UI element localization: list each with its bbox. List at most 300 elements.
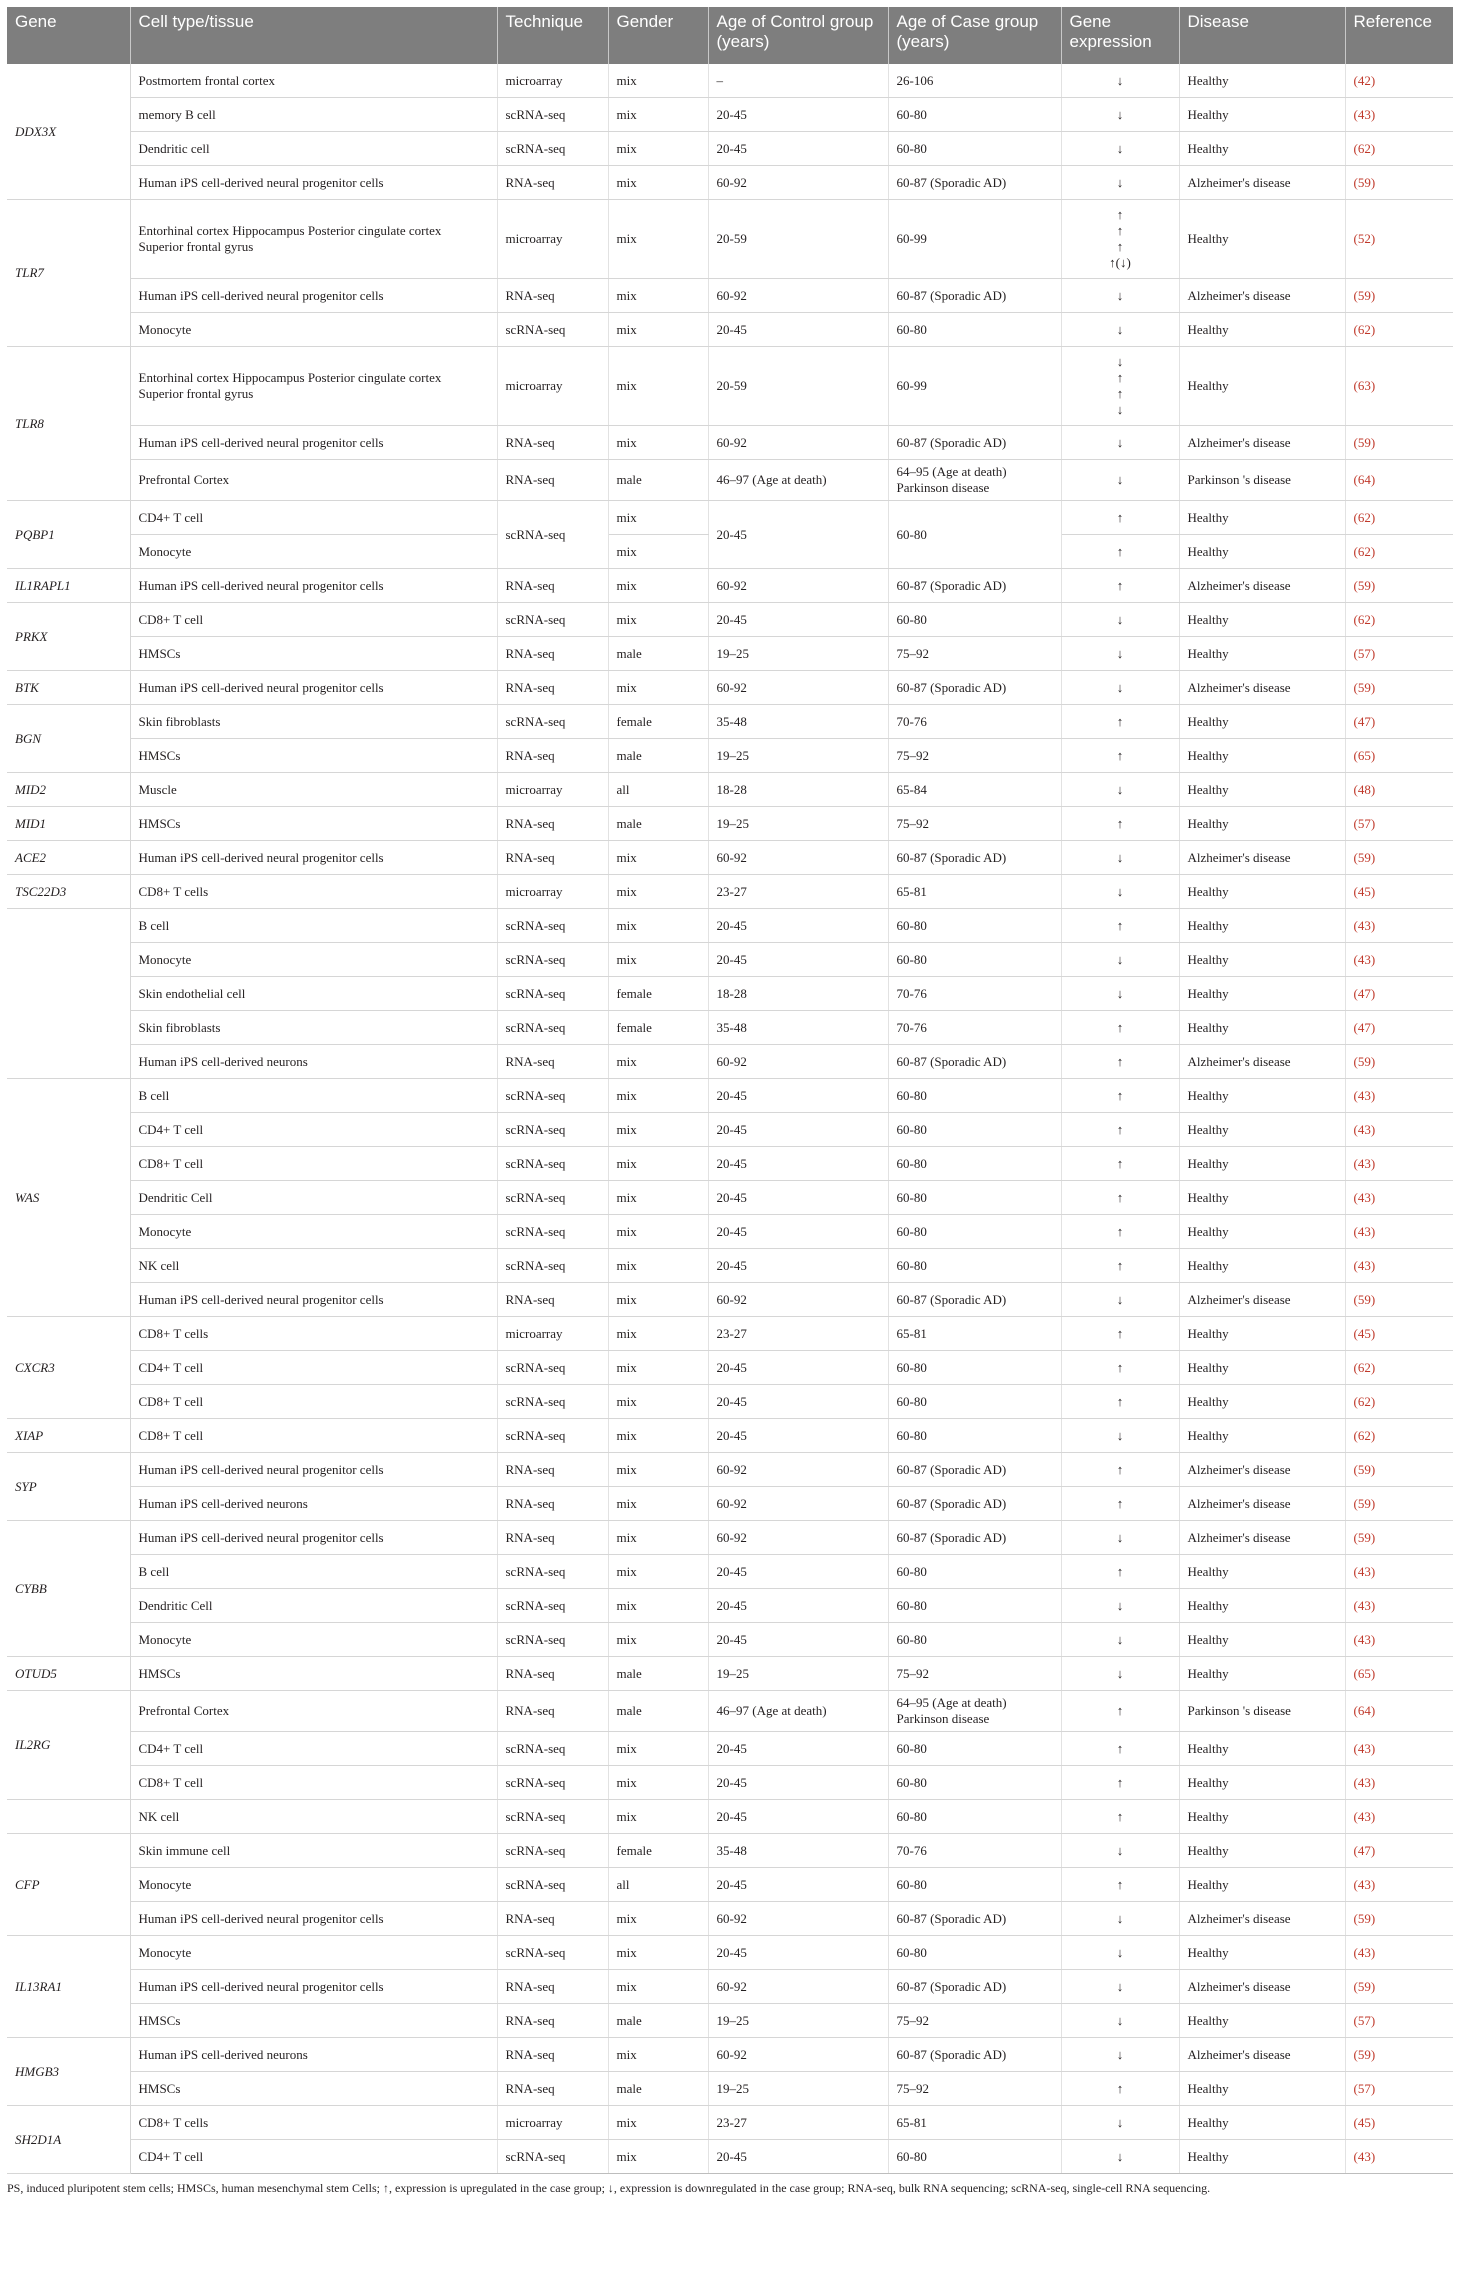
- gene-cell: ACE2: [7, 841, 130, 875]
- age-case-cell: 60-87 (Sporadic AD): [888, 841, 1061, 875]
- gene-expression-cell: ↓: [1061, 98, 1179, 132]
- technique-cell: RNA-seq: [497, 671, 608, 705]
- gene-expression-cell: ↑: [1061, 1113, 1179, 1147]
- cell-type-cell: HMSCs: [130, 739, 497, 773]
- cell-type-cell: Dendritic Cell: [130, 1589, 497, 1623]
- gender-cell: mix: [608, 841, 708, 875]
- table-row: [7, 705, 1453, 739]
- reference-cell[interactable]: (59): [1345, 1970, 1453, 2004]
- cell-type-cell: CD8+ T cell: [130, 1147, 497, 1181]
- age-control-cell: 20-45: [708, 1732, 888, 1766]
- age-case-cell: 60-80: [888, 501, 1061, 569]
- reference-cell[interactable]: (57): [1345, 2072, 1453, 2106]
- reference-cell[interactable]: (43): [1345, 1623, 1453, 1657]
- reference-cell[interactable]: (59): [1345, 166, 1453, 200]
- technique-cell: microarray: [497, 64, 608, 98]
- age-case-cell: 60-99: [888, 200, 1061, 279]
- cell-type-cell: CD4+ T cell: [130, 1732, 497, 1766]
- age-control-cell: 20-45: [708, 1766, 888, 1800]
- gene-cell: BGN: [7, 705, 130, 773]
- gene-cell: SH2D1A: [7, 2106, 130, 2174]
- technique-cell: RNA-seq: [497, 1521, 608, 1555]
- age-case-cell: 60-80: [888, 1215, 1061, 1249]
- reference-cell[interactable]: (42): [1345, 64, 1453, 98]
- disease-cell: Healthy: [1179, 1317, 1345, 1351]
- technique-cell: scRNA-seq: [497, 1147, 608, 1181]
- technique-cell: microarray: [497, 875, 608, 909]
- gene-expression-cell: ↑: [1061, 1453, 1179, 1487]
- reference-cell[interactable]: (62): [1345, 603, 1453, 637]
- gene-expression-cell: ↑: [1061, 1079, 1179, 1113]
- table-header: [7, 7, 1453, 64]
- reference-cell[interactable]: (47): [1345, 977, 1453, 1011]
- gender-cell: mix: [608, 1317, 708, 1351]
- gender-cell: mix: [608, 1732, 708, 1766]
- reference-cell[interactable]: (62): [1345, 1351, 1453, 1385]
- technique-cell: RNA-seq: [497, 426, 608, 460]
- gene-expression-cell: ↑: [1061, 1045, 1179, 1079]
- table-container: [7, 7, 1453, 2196]
- technique-cell: scRNA-seq: [497, 132, 608, 166]
- table-row: [7, 739, 1453, 773]
- table-row: [7, 1936, 1453, 1970]
- age-control-cell: 23-27: [708, 1317, 888, 1351]
- gender-cell: male: [608, 1691, 708, 1732]
- age-case-cell: 60-87 (Sporadic AD): [888, 1487, 1061, 1521]
- reference-cell[interactable]: (52): [1345, 200, 1453, 279]
- gene-cell: TLR8: [7, 347, 130, 501]
- disease-cell: Healthy: [1179, 132, 1345, 166]
- age-control-cell: 18-28: [708, 773, 888, 807]
- reference-cell[interactable]: (45): [1345, 1317, 1453, 1351]
- reference-cell[interactable]: (62): [1345, 501, 1453, 535]
- gene-expression-cell: ↑: [1061, 909, 1179, 943]
- technique-cell: scRNA-seq: [497, 1113, 608, 1147]
- header-technique: Technique: [497, 7, 608, 64]
- reference-cell[interactable]: (63): [1345, 347, 1453, 426]
- age-case-cell: 60-87 (Sporadic AD): [888, 1283, 1061, 1317]
- technique-cell: scRNA-seq: [497, 1936, 608, 1970]
- age-case-cell: 60-80: [888, 1589, 1061, 1623]
- gender-cell: mix: [608, 1113, 708, 1147]
- gene-expression-cell: ↓: [1061, 603, 1179, 637]
- age-case-cell: 65-84: [888, 773, 1061, 807]
- technique-cell: RNA-seq: [497, 739, 608, 773]
- technique-cell: scRNA-seq: [497, 977, 608, 1011]
- cell-type-cell: CD8+ T cells: [130, 875, 497, 909]
- age-control-cell: 19–25: [708, 2004, 888, 2038]
- technique-cell: RNA-seq: [497, 1045, 608, 1079]
- table-row: [7, 1351, 1453, 1385]
- technique-cell: scRNA-seq: [497, 1249, 608, 1283]
- technique-cell: scRNA-seq: [497, 1834, 608, 1868]
- cell-type-cell: CD8+ T cell: [130, 1766, 497, 1800]
- technique-cell: RNA-seq: [497, 1487, 608, 1521]
- reference-cell[interactable]: (65): [1345, 1657, 1453, 1691]
- age-case-cell: 64–95 (Age at death) Parkinson disease: [888, 460, 1061, 501]
- age-control-cell: 60-92: [708, 1453, 888, 1487]
- gene-expression-cell: ↑: [1061, 1011, 1179, 1045]
- reference-cell[interactable]: (62): [1345, 132, 1453, 166]
- reference-cell[interactable]: (43): [1345, 1800, 1453, 1834]
- gene-expression-cell: ↑: [1061, 739, 1179, 773]
- gene-expression-cell: ↑: [1061, 1317, 1179, 1351]
- reference-cell[interactable]: (43): [1345, 1113, 1453, 1147]
- gene-cell: TLR7: [7, 200, 130, 347]
- gene-expression-cell: ↓: [1061, 841, 1179, 875]
- reference-cell[interactable]: (47): [1345, 1011, 1453, 1045]
- reference-cell[interactable]: (62): [1345, 313, 1453, 347]
- gender-cell: mix: [608, 943, 708, 977]
- reference-cell[interactable]: (64): [1345, 460, 1453, 501]
- age-control-cell: 20-45: [708, 1079, 888, 1113]
- age-case-cell: 60-80: [888, 1147, 1061, 1181]
- reference-cell[interactable]: (43): [1345, 98, 1453, 132]
- technique-cell: RNA-seq: [497, 2038, 608, 2072]
- gender-cell: mix: [608, 909, 708, 943]
- disease-cell: Alzheimer's disease: [1179, 1970, 1345, 2004]
- reference-cell[interactable]: (57): [1345, 637, 1453, 671]
- age-case-cell: 60-80: [888, 909, 1061, 943]
- cell-type-cell: Human iPS cell-derived neurons: [130, 2038, 497, 2072]
- reference-cell[interactable]: (43): [1345, 2140, 1453, 2174]
- table-row: [7, 347, 1453, 426]
- reference-cell[interactable]: (43): [1345, 1732, 1453, 1766]
- header-reference: Reference: [1345, 7, 1453, 64]
- technique-cell: scRNA-seq: [497, 501, 608, 569]
- cell-type-cell: Dendritic Cell: [130, 1181, 497, 1215]
- gender-cell: male: [608, 807, 708, 841]
- cell-type-cell: HMSCs: [130, 2072, 497, 2106]
- reference-cell[interactable]: (43): [1345, 1215, 1453, 1249]
- cell-type-cell: Human iPS cell-derived neural progenitor cells: [130, 1902, 497, 1936]
- table-row: [7, 1045, 1453, 1079]
- disease-cell: Healthy: [1179, 1657, 1345, 1691]
- gene-expression-cell: ↓: [1061, 2106, 1179, 2140]
- age-control-cell: 23-27: [708, 875, 888, 909]
- reference-cell[interactable]: (43): [1345, 1079, 1453, 1113]
- disease-cell: Healthy: [1179, 943, 1345, 977]
- table-row: [7, 841, 1453, 875]
- technique-cell: scRNA-seq: [497, 1351, 608, 1385]
- gender-cell: mix: [608, 2106, 708, 2140]
- reference-cell[interactable]: (57): [1345, 807, 1453, 841]
- table-row: [7, 1317, 1453, 1351]
- age-case-cell: 75–92: [888, 739, 1061, 773]
- age-control-cell: 18-28: [708, 977, 888, 1011]
- disease-cell: Healthy: [1179, 1800, 1345, 1834]
- age-control-cell: 19–25: [708, 637, 888, 671]
- technique-cell: scRNA-seq: [497, 1011, 608, 1045]
- gender-cell: mix: [608, 1249, 708, 1283]
- age-control-cell: 20-45: [708, 501, 888, 569]
- table-row: [7, 807, 1453, 841]
- technique-cell: scRNA-seq: [497, 1419, 608, 1453]
- disease-cell: Healthy: [1179, 1385, 1345, 1419]
- technique-cell: scRNA-seq: [497, 909, 608, 943]
- gender-cell: mix: [608, 166, 708, 200]
- reference-cell[interactable]: (43): [1345, 1868, 1453, 1902]
- gene-expression-cell: ↓: [1061, 875, 1179, 909]
- gene-cell: IL1RAPL1: [7, 569, 130, 603]
- age-control-cell: 20-45: [708, 313, 888, 347]
- gene-cell: XIAP: [7, 1419, 130, 1453]
- cell-type-cell: Muscle: [130, 773, 497, 807]
- gender-cell: female: [608, 1011, 708, 1045]
- technique-cell: microarray: [497, 347, 608, 426]
- reference-cell[interactable]: (43): [1345, 943, 1453, 977]
- age-case-cell: 60-87 (Sporadic AD): [888, 1970, 1061, 2004]
- reference-cell[interactable]: (62): [1345, 1419, 1453, 1453]
- table-row: [7, 671, 1453, 705]
- age-control-cell: 60-92: [708, 671, 888, 705]
- age-case-cell: 60-80: [888, 1385, 1061, 1419]
- technique-cell: RNA-seq: [497, 807, 608, 841]
- table-row: [7, 501, 1453, 535]
- reference-cell[interactable]: (59): [1345, 1045, 1453, 1079]
- gene-expression-cell: ↓: [1061, 1657, 1179, 1691]
- cell-type-cell: CD8+ T cell: [130, 603, 497, 637]
- gene-cell: WAS: [7, 1079, 130, 1317]
- disease-cell: Parkinson 's disease: [1179, 460, 1345, 501]
- gene-expression-cell: ↓: [1061, 1623, 1179, 1657]
- disease-cell: Healthy: [1179, 1215, 1345, 1249]
- reference-cell[interactable]: (45): [1345, 875, 1453, 909]
- gender-cell: mix: [608, 200, 708, 279]
- gender-cell: mix: [608, 1181, 708, 1215]
- age-case-cell: 65-81: [888, 875, 1061, 909]
- cell-type-cell: Human iPS cell-derived neural progenitor cells: [130, 569, 497, 603]
- age-case-cell: 60-80: [888, 1079, 1061, 1113]
- technique-cell: scRNA-seq: [497, 98, 608, 132]
- reference-cell[interactable]: (59): [1345, 671, 1453, 705]
- table-row: [7, 1868, 1453, 1902]
- reference-cell[interactable]: (43): [1345, 1766, 1453, 1800]
- gene-cell: [7, 1800, 130, 1834]
- age-control-cell: –: [708, 64, 888, 98]
- gender-cell: male: [608, 2004, 708, 2038]
- technique-cell: scRNA-seq: [497, 1623, 608, 1657]
- gender-cell: mix: [608, 1623, 708, 1657]
- reference-cell[interactable]: (59): [1345, 279, 1453, 313]
- gene-cell: MID2: [7, 773, 130, 807]
- gene-cell: BTK: [7, 671, 130, 705]
- gender-cell: mix: [608, 1902, 708, 1936]
- gender-cell: mix: [608, 1970, 708, 2004]
- reference-cell[interactable]: (47): [1345, 1834, 1453, 1868]
- cell-type-cell: Human iPS cell-derived neural progenitor cells: [130, 279, 497, 313]
- header-row: [7, 7, 1453, 64]
- age-control-cell: 20-45: [708, 1215, 888, 1249]
- reference-cell[interactable]: (47): [1345, 705, 1453, 739]
- table-row: [7, 313, 1453, 347]
- age-control-cell: 35-48: [708, 1011, 888, 1045]
- age-control-cell: 20-45: [708, 1555, 888, 1589]
- reference-cell[interactable]: (59): [1345, 1453, 1453, 1487]
- reference-cell[interactable]: (43): [1345, 1589, 1453, 1623]
- technique-cell: microarray: [497, 2106, 608, 2140]
- reference-cell[interactable]: (43): [1345, 1555, 1453, 1589]
- table-row: [7, 1079, 1453, 1113]
- table-row: [7, 1800, 1453, 1834]
- age-case-cell: 60-80: [888, 1766, 1061, 1800]
- reference-cell[interactable]: (45): [1345, 2106, 1453, 2140]
- disease-cell: Parkinson 's disease: [1179, 1691, 1345, 1732]
- gender-cell: mix: [608, 2038, 708, 2072]
- cell-type-cell: Entorhinal cortex Hippocampus Posterior cingulate cortex Superior frontal gyrus: [130, 347, 497, 426]
- technique-cell: scRNA-seq: [497, 1589, 608, 1623]
- table-row: [7, 1623, 1453, 1657]
- disease-cell: Alzheimer's disease: [1179, 569, 1345, 603]
- gender-cell: mix: [608, 2140, 708, 2174]
- age-control-cell: 60-92: [708, 279, 888, 313]
- disease-cell: Healthy: [1179, 1351, 1345, 1385]
- disease-cell: Healthy: [1179, 1936, 1345, 1970]
- table-row: [7, 1181, 1453, 1215]
- cell-type-cell: memory B cell: [130, 98, 497, 132]
- gender-cell: male: [608, 739, 708, 773]
- gender-cell: male: [608, 637, 708, 671]
- gene-expression-cell: ↓: [1061, 637, 1179, 671]
- table-row: [7, 1419, 1453, 1453]
- cell-type-cell: Human iPS cell-derived neural progenitor cells: [130, 426, 497, 460]
- cell-type-cell: CD8+ T cells: [130, 2106, 497, 2140]
- technique-cell: scRNA-seq: [497, 1181, 608, 1215]
- age-case-cell: 60-80: [888, 603, 1061, 637]
- gene-cell: MID1: [7, 807, 130, 841]
- age-case-cell: 70-76: [888, 977, 1061, 1011]
- gene-expression-cell: ↑: [1061, 1215, 1179, 1249]
- reference-cell[interactable]: (43): [1345, 1181, 1453, 1215]
- table-row: [7, 2140, 1453, 2174]
- age-control-cell: 60-92: [708, 1970, 888, 2004]
- gene-expression-cell: ↑: [1061, 501, 1179, 535]
- technique-cell: RNA-seq: [497, 1453, 608, 1487]
- reference-cell[interactable]: (59): [1345, 841, 1453, 875]
- gender-cell: mix: [608, 279, 708, 313]
- reference-cell[interactable]: (59): [1345, 1487, 1453, 1521]
- reference-cell[interactable]: (59): [1345, 1283, 1453, 1317]
- gene-expression-cell: ↑: [1061, 1800, 1179, 1834]
- reference-cell[interactable]: (59): [1345, 1521, 1453, 1555]
- table-row: [7, 64, 1453, 98]
- reference-cell[interactable]: (43): [1345, 1936, 1453, 1970]
- age-case-cell: 60-80: [888, 1555, 1061, 1589]
- gender-cell: female: [608, 1834, 708, 1868]
- reference-cell[interactable]: (43): [1345, 909, 1453, 943]
- technique-cell: RNA-seq: [497, 1970, 608, 2004]
- reference-cell[interactable]: (57): [1345, 2004, 1453, 2038]
- cell-type-cell: HMSCs: [130, 1657, 497, 1691]
- gene-expression-cell: ↑: [1061, 569, 1179, 603]
- cell-type-cell: CD4+ T cell: [130, 1113, 497, 1147]
- age-control-cell: 20-45: [708, 909, 888, 943]
- gene-expression-cell: ↓: [1061, 1902, 1179, 1936]
- table-row: [7, 98, 1453, 132]
- age-case-cell: 60-80: [888, 132, 1061, 166]
- cell-type-cell: B cell: [130, 909, 497, 943]
- age-case-cell: 65-81: [888, 1317, 1061, 1351]
- age-control-cell: 60-92: [708, 1283, 888, 1317]
- table-row: [7, 426, 1453, 460]
- reference-cell[interactable]: (59): [1345, 426, 1453, 460]
- age-control-cell: 20-59: [708, 347, 888, 426]
- reference-cell[interactable]: (59): [1345, 569, 1453, 603]
- technique-cell: scRNA-seq: [497, 603, 608, 637]
- age-case-cell: 75–92: [888, 807, 1061, 841]
- age-control-cell: 60-92: [708, 2038, 888, 2072]
- gender-cell: male: [608, 460, 708, 501]
- gender-cell: mix: [608, 1419, 708, 1453]
- age-control-cell: 20-45: [708, 603, 888, 637]
- table-row: [7, 1555, 1453, 1589]
- reference-cell[interactable]: (59): [1345, 2038, 1453, 2072]
- gene-expression-cell: ↑: [1061, 1691, 1179, 1732]
- age-case-cell: 75–92: [888, 1657, 1061, 1691]
- table-row: [7, 1902, 1453, 1936]
- age-case-cell: 60-80: [888, 313, 1061, 347]
- age-control-cell: 20-45: [708, 1623, 888, 1657]
- cell-type-cell: CD4+ T cell: [130, 1351, 497, 1385]
- disease-cell: Healthy: [1179, 2106, 1345, 2140]
- age-control-cell: 20-45: [708, 943, 888, 977]
- disease-cell: Healthy: [1179, 739, 1345, 773]
- gene-expression-cell: ↑: [1061, 1766, 1179, 1800]
- disease-cell: Healthy: [1179, 603, 1345, 637]
- gene-cell: TSC22D3: [7, 875, 130, 909]
- age-case-cell: 60-80: [888, 2140, 1061, 2174]
- table-row: [7, 166, 1453, 200]
- age-case-cell: 26-106: [888, 64, 1061, 98]
- technique-cell: RNA-seq: [497, 569, 608, 603]
- cell-type-cell: HMSCs: [130, 637, 497, 671]
- reference-cell[interactable]: (59): [1345, 1902, 1453, 1936]
- age-control-cell: 60-92: [708, 1045, 888, 1079]
- reference-cell[interactable]: (62): [1345, 1385, 1453, 1419]
- gender-cell: mix: [608, 875, 708, 909]
- gender-cell: mix: [608, 1351, 708, 1385]
- age-control-cell: 20-45: [708, 98, 888, 132]
- reference-cell[interactable]: (43): [1345, 1147, 1453, 1181]
- reference-cell[interactable]: (64): [1345, 1691, 1453, 1732]
- age-control-cell: 20-45: [708, 1868, 888, 1902]
- cell-type-cell: Human iPS cell-derived neural progenitor cells: [130, 1521, 497, 1555]
- gene-expression-cell: ↑: [1061, 1487, 1179, 1521]
- gene-expression-cell: ↓: [1061, 2004, 1179, 2038]
- cell-type-cell: Skin endothelial cell: [130, 977, 497, 1011]
- cell-type-cell: Monocyte: [130, 535, 497, 569]
- reference-cell[interactable]: (65): [1345, 739, 1453, 773]
- gender-cell: mix: [608, 1936, 708, 1970]
- gene-cell: HMGB3: [7, 2038, 130, 2106]
- cell-type-cell: Postmortem frontal cortex: [130, 64, 497, 98]
- gender-cell: mix: [608, 1800, 708, 1834]
- reference-cell[interactable]: (43): [1345, 1249, 1453, 1283]
- age-control-cell: 20-45: [708, 1181, 888, 1215]
- age-case-cell: 60-87 (Sporadic AD): [888, 166, 1061, 200]
- reference-cell[interactable]: (62): [1345, 535, 1453, 569]
- table-row: [7, 1147, 1453, 1181]
- cell-type-cell: HMSCs: [130, 807, 497, 841]
- gene-cell: SYP: [7, 1453, 130, 1521]
- technique-cell: RNA-seq: [497, 279, 608, 313]
- gene-expression-cell: ↑: [1061, 1351, 1179, 1385]
- table-row: [7, 279, 1453, 313]
- gender-cell: mix: [608, 603, 708, 637]
- gender-cell: mix: [608, 1453, 708, 1487]
- table-row: [7, 1589, 1453, 1623]
- reference-cell[interactable]: (48): [1345, 773, 1453, 807]
